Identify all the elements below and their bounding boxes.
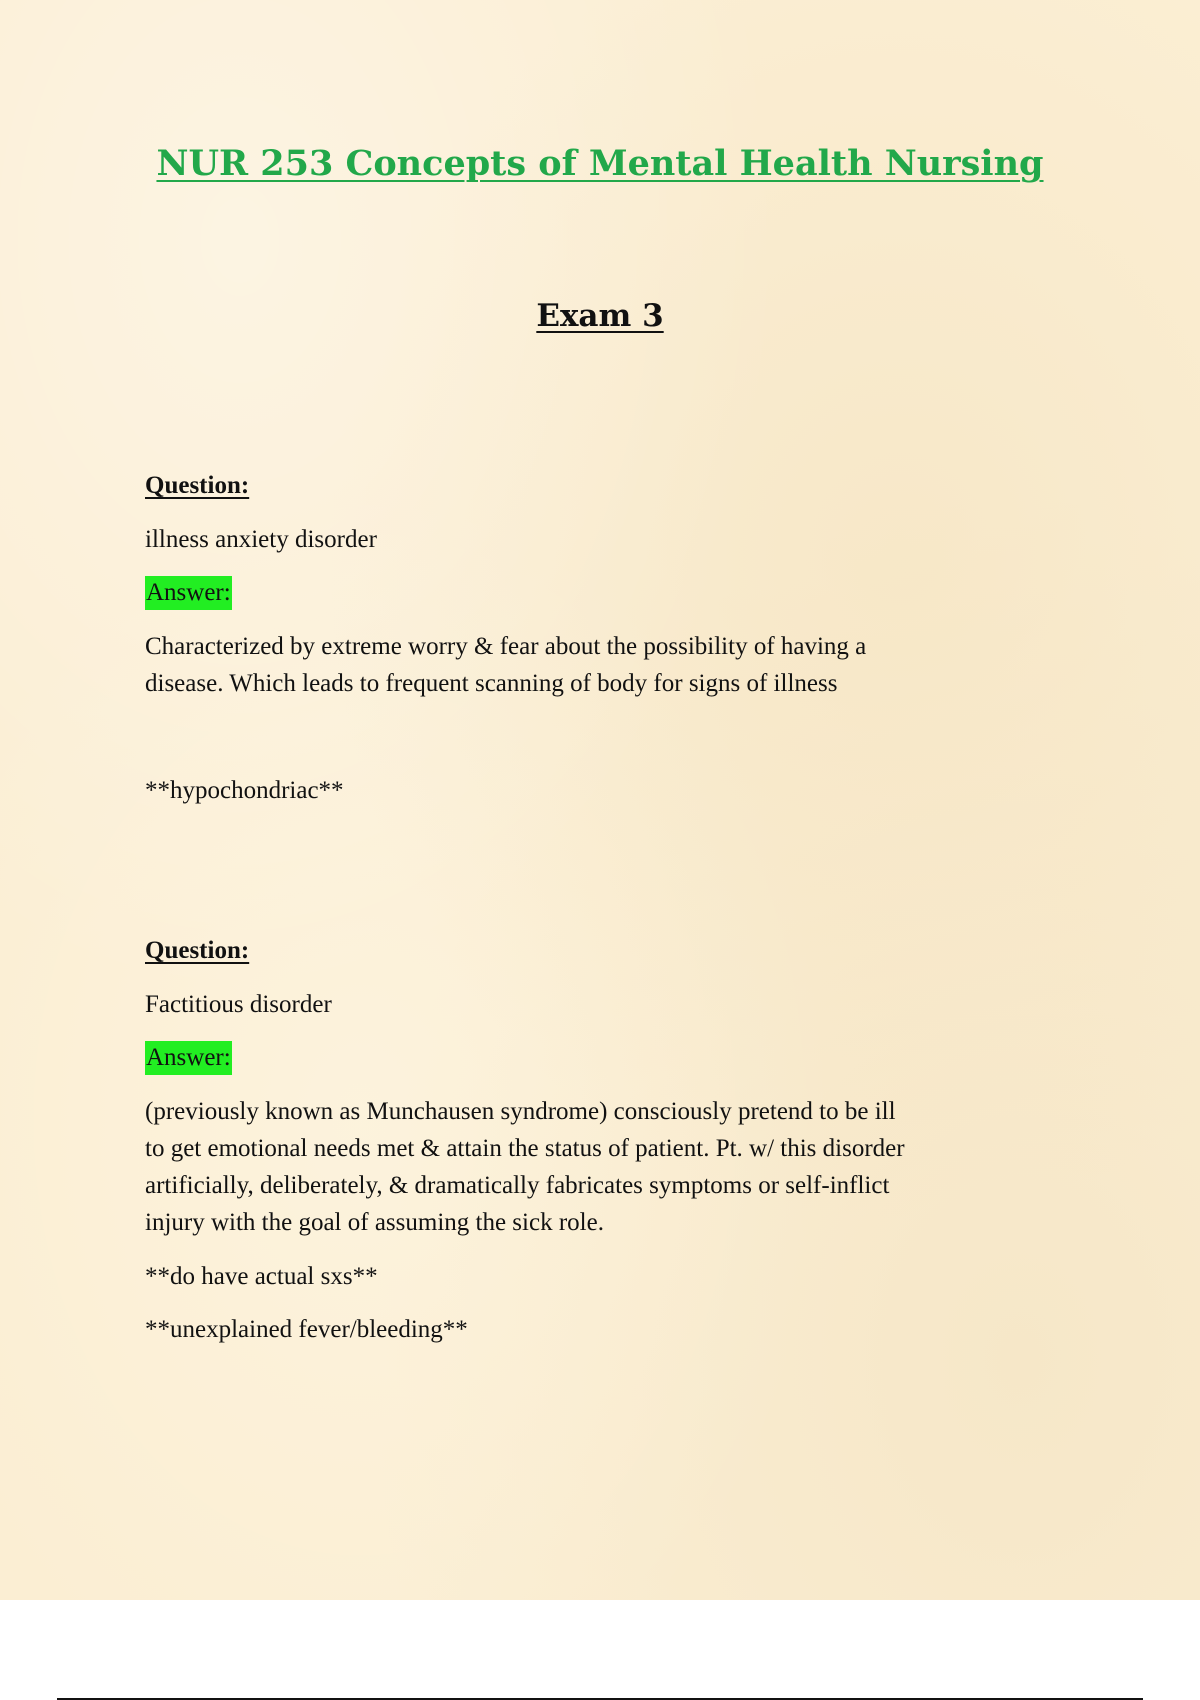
answer-note: **hypochondriac**: [145, 777, 344, 804]
question-text: illness anxiety disorder: [145, 526, 377, 553]
answer-line: injury with the goal of assuming the sick role.: [145, 1209, 604, 1236]
question-label: Question:: [145, 937, 250, 964]
answer-text: [145, 628, 1095, 702]
answer-note: **do have actual sxs**: [145, 1263, 378, 1290]
answer-line: (previously known as Munchausen syndrome) consciously pretend to be ill: [145, 1098, 896, 1125]
answer-label-wrap: [145, 1039, 1095, 1076]
answer-line: Characterized by extreme worry & fear about the possibility of having a: [145, 633, 867, 660]
question-label: Question:: [145, 472, 250, 499]
answer-label: Answer:: [145, 576, 232, 610]
answer-line: to get emotional needs met & attain the status of patient. Pt. w/ this disorder: [145, 1135, 905, 1162]
document-title: NUR 253 Concepts of Mental Health Nursing: [156, 143, 1044, 184]
question-text: Factitious disorder: [145, 991, 332, 1018]
document-subtitle: Exam 3: [536, 298, 664, 334]
answer-line: artificially, deliberately, & dramatically fabricates symptoms or self-inflict: [145, 1172, 890, 1199]
answer-note: **unexplained fever/bleeding**: [145, 1316, 468, 1343]
answer-label: Answer:: [145, 1041, 232, 1075]
answer-label-wrap: [145, 574, 1095, 611]
answer-text: [145, 1093, 1095, 1241]
answer-line: disease. Which leads to frequent scanning of body for signs of illness: [145, 670, 838, 697]
